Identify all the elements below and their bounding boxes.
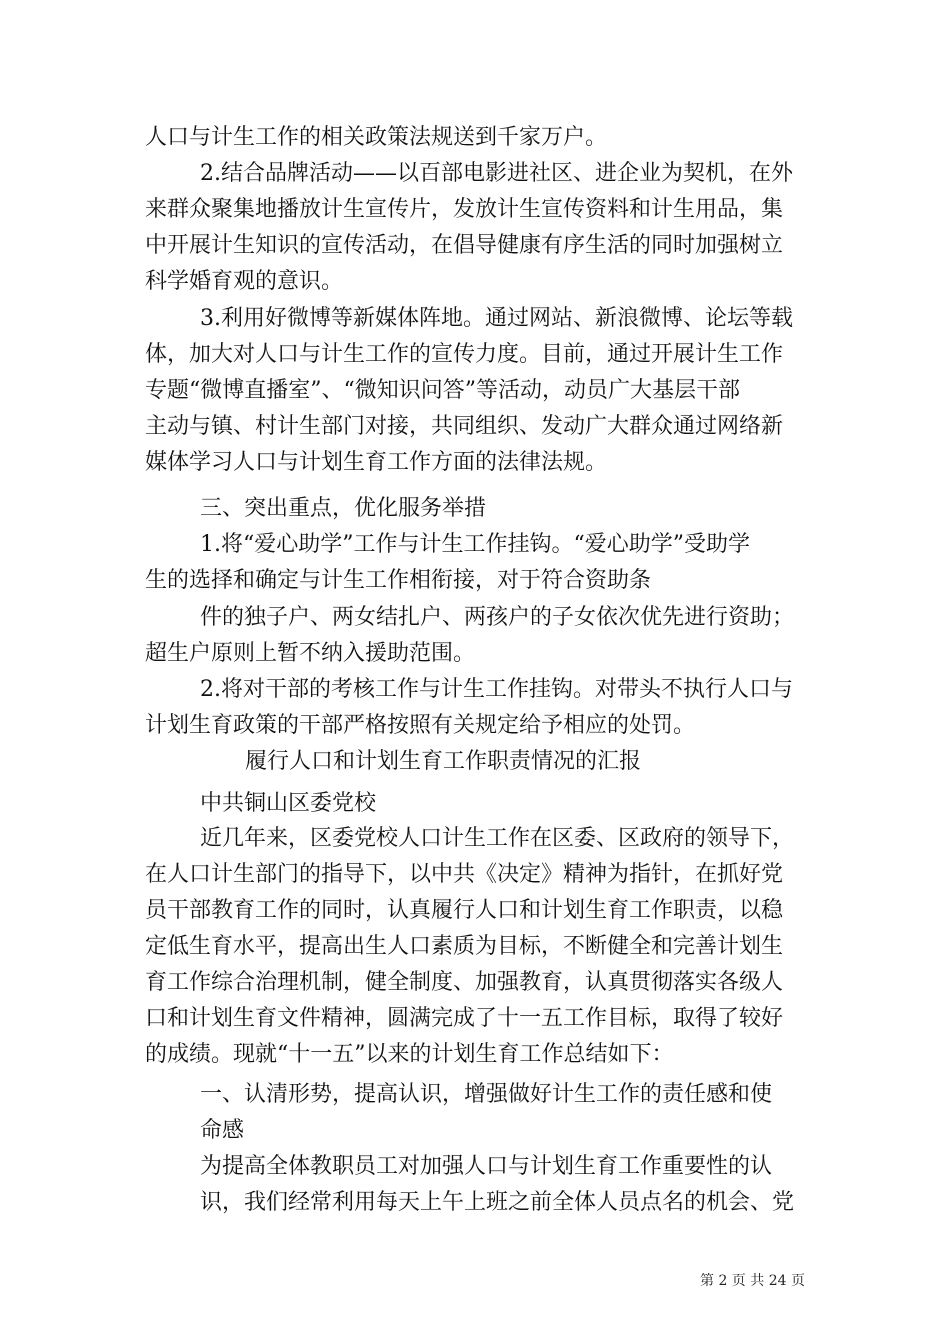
report-title: 履行人口和计划生育工作职责情况的汇报 (245, 749, 642, 774)
text-line: 人口与计生工作的相关政策法规送到千家万户。 (145, 125, 608, 150)
text-line: 2.结合品牌活动——以百部电影进社区、进企业为契机，在外 (200, 161, 793, 186)
text-line: 在人口计生部门的指导下，以中共《决定》精神为指针，在抓好党 (145, 862, 784, 887)
text-line: 中开展计生知识的宣传活动，在倡导健康有序生活的同时加强树立 (145, 233, 784, 258)
text-line: 计划生育政策的干部严格按照有关规定给予相应的处罚。 (145, 713, 696, 738)
section-heading: 一、认清形势，提高认识，增强做好计生工作的责任感和使 (200, 1082, 773, 1107)
text-line: 近几年来，区委党校人口计生工作在区委、区政府的领导下， (200, 826, 795, 851)
text-line: 的成绩。现就“十一五”以来的计划生育工作总结如下： (145, 1042, 674, 1067)
text-line: 育工作综合治理机制，健全制度、加强教育，认真贯彻落实各级人 (145, 970, 784, 995)
text-line: 3.利用好微博等新媒体阵地。通过网站、新浪微博、论坛等载 (200, 306, 793, 331)
text-line: 口和计划生育文件精神，圆满完成了十一五工作目标，取得了较好 (145, 1006, 784, 1031)
section-heading: 三、突出重点，优化服务举措 (200, 496, 487, 521)
text-line: 来群众聚集地播放计生宣传片，发放计生宣传资料和计生用品，集 (145, 197, 784, 222)
text-line: 定低生育水平，提高出生人口素质为目标，不断健全和完善计划生 (145, 934, 784, 959)
text-line: 员干部教育工作的同时，认真履行人口和计划生育工作职责，以稳 (145, 898, 784, 923)
text-line: 科学婚育观的意识。 (145, 269, 344, 294)
text-line: 2.将对干部的考核工作与计生工作挂钩。对带头不执行人口与 (200, 677, 793, 702)
text-line: 体，加大对人口与计生工作的宣传力度。目前，通过开展计生工作 (145, 342, 784, 367)
text-line: 生的选择和确定与计生工作相衔接，对于符合资助条 (145, 568, 652, 593)
section-heading-cont: 命感 (200, 1118, 245, 1143)
report-author: 中共铜山区委党校 (200, 791, 377, 816)
page-number: 第 2 页 共 24 页 (700, 1273, 805, 1289)
text-line: 件的独子户、两女结扎户、两孩户的子女依次优先进行资助； (200, 605, 795, 630)
text-line: 超生户原则上暂不纳入援助范围。 (145, 641, 476, 666)
text-line: 专题“微博直播室”、“微知识问答”等活动，动员广大基层干部 (145, 378, 740, 403)
text-line: 为提高全体教职员工对加强人口与计划生育工作重要性的认 (200, 1154, 773, 1179)
text-line: 识，我们经常利用每天上午上班之前全体人员点名的机会、党 (200, 1190, 795, 1215)
text-line: 媒体学习人口与计划生育工作方面的法律法规。 (145, 450, 608, 475)
text-line: 1.将“爱心助学”工作与计生工作挂钩。“爱心助学”受助学 (200, 532, 750, 557)
text-line: 主动与镇、村计生部门对接，共同组织、发动广大群众通过网络新 (145, 414, 784, 439)
